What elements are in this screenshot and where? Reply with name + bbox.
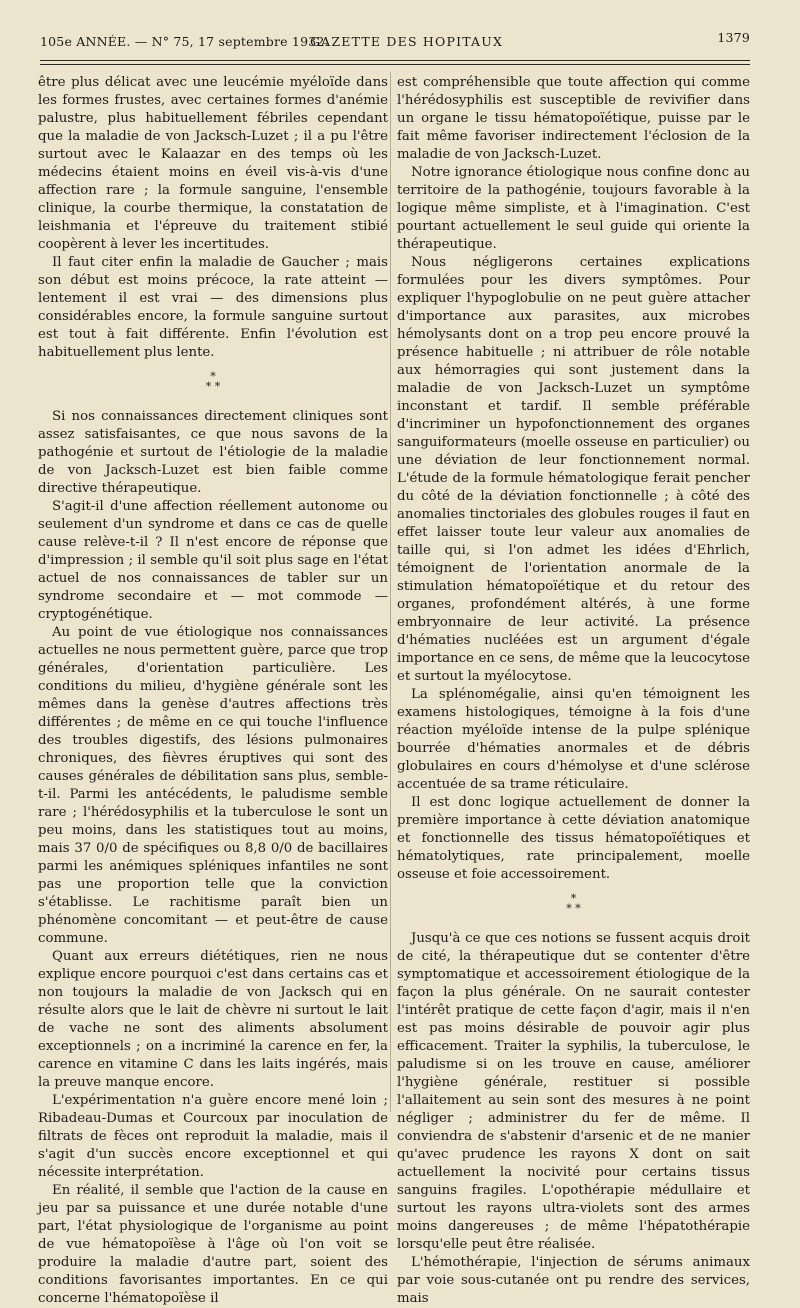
header-rule (40, 60, 750, 61)
paragraph: Au point de vue étiologique nos connaissances actuelles ne nous permettent guère, parce que trop générales, d'orientation particulière. Les conditions du milieu, d'hygiène générale sont les mêmes dans la genèse d'autres affections très différentes ; de même en ce qui touche l'influence des troubles digestifs, des lésions pulmonaires chroniques, des fièvres éruptives qui sont des causes générales de débilitation sans plus, semble-t-il. Parmi les antécédents, le paludisme semble rare ; l'hérédosyphilis et la tuberculose le sont un peu moins, dans les statistiques tout au moins, mais 37 0/0 de spécifiques ou 8,8 0/0 de bacillaires parmi les anémiques spléniques infantiles ne sont pas une proportion telle que la conviction s'établisse. Le rachitisme paraît bien un phénomène concomitant — et peut-être de cause commune. (38, 625, 388, 946)
asterism-bottom: * * (205, 380, 221, 393)
paragraph: être plus délicat avec une leucémie myéloïde dans les formes frustes, avec certaines formes d'anémie palustre, plus habituellement fébriles cependant que la maladie de von Jacksch-Luzet ; il a pu l'être surtout avec le Kalaazar en des temps où les médecins étaient moins en éveil vis-à-vis d'une affection rare ; la formule sanguine, l'ensemble clinique, la courbe thermique, la constatation de leishmania et l'épreuve du traitement stibié coopèrent à lever les incertitudes. (38, 75, 388, 252)
asterism-bottom: * * (566, 902, 581, 915)
left-column (38, 74, 388, 1308)
page-header (40, 30, 750, 54)
paragraph: L'hémothérapie, l'injection de sérums animaux par voie sous-cutanée ont pu rendre des services, mais (397, 1255, 750, 1306)
page-number: 1379 (717, 30, 750, 45)
paragraph: Jusqu'à ce que ces notions se fussent acquis droit de cité, la thérapeutique dut se contenter d'être symptomatique et accessoirement étiologique de la façon la plus générale. On ne saurait contester l'intérêt pratique de cette façon d'agir, mais il n'en est pas moins désirable de pouvoir agir plus efficacement. Traiter la syphilis, la tuberculose, le paludisme si on les trouve en cause, améliorer l'hygiène générale, restituer si possible l'allaitement au sein sont des mesures à ne point négliger ; administrer du fer de même. Il conviendra de s'abstenir d'arsenic et de ne manier qu'avec prudence les rayons X dont on sait actuellement la nocivité pour certains tissus sanguins fragiles. L'opothérapie médullaire et surtout les rayons ultra-violets sont des armes moins dangereuses ; de même l'hépatothérapie lorsqu'elle peut être réalisée. (397, 931, 750, 1252)
paragraph: L'expérimentation n'a guère encore mené loin ; Ribadeau-Dumas et Courcoux par inoculation de filtrats de fèces ont reproduit la maladie, mais il s'agit d'un succès encore exceptionnel et qui nécessite interprétation. (38, 1093, 388, 1180)
asterism-top: * (570, 892, 577, 905)
paragraph: est compréhensible que toute affection qui comme l'hérédosyphilis est susceptible de revivifier dans un organe le tissu hématopoïétique, puisse par le fait même favoriser indirectement l'éclosion de la maladie de von Jacksch-Luzet. (397, 75, 750, 162)
paragraph: Nous négligerons certaines explications formulées pour les divers symptômes. Pour expliquer l'hypoglobulie on ne peut guère attacher d'importance aux parasites, aux microbes hémolysants dont on a trop peu encore prouvé la présence habituelle ; ni attribuer de rôle notable aux hémorragies qui sont justement dans la maladie de von Jacksch-Luzet un symptôme inconstant et tardif. Il semble préférable d'incriminer un hypofonctionnement des organes sanguiformateurs (moelle osseuse en particulier) ou une déviation de leur fonctionnement normal. L'étude de la formule hématologique ferait pencher du côté de la déviation fonctionnelle ; à côté des anomalies tinctoriales des globules rouges il faut en effet laisser toute leur valeur aux anomalies de taille qui, si l'on admet les idées d'Ehrlich, témoignent de l'orientation anormale de la stimulation hématopoïétique et du retour des organes, profondément altérés, à une forme embryonnaire de leur activité. La présence d'hématies nucléées est un argument d'égale importance en ce sens, de même que la leucocytose et surtout la myélocytose. (397, 255, 750, 684)
header-rule-thin (40, 64, 750, 65)
paragraph: Quant aux erreurs diététiques, rien ne nous explique encore pourquoi c'est dans certains cas et non toujours la maladie de von Jacksch qui en résulte alors que le lait de chèvre ni surtout le lait de vache ne sont des aliments absolument exceptionnels ; on a incriminé la carence en fer, la carence en vitamine C dans les laits ingérés, mais la preuve manque encore. (38, 949, 388, 1090)
paragraph: Il faut citer enfin la maladie de Gaucher ; mais son début est moins précoce, la rate atteint — lentement il est vrai — des dimensions plus considérables encore, la formule sanguine surtout est tout à fait différente. Enfin l'évolution est habituellement plus lente. (38, 255, 388, 360)
right-column (397, 74, 750, 1308)
asterism-top: * (210, 370, 216, 383)
paragraph: La splénomégalie, ainsi qu'en témoignent les examens histologiques, témoigne à la fois d'une réaction myéloïde intense de la pulpe splénique bourrée d'hématies anormales et de débris globulaires en cours d'hémolyse et d'une sclérose accentuée de sa trame réticulaire. (397, 687, 750, 792)
issue-info: 105e ANNÉE. — N° 75, 17 septembre 1932. (40, 34, 329, 49)
section-separator-asterism (397, 894, 750, 914)
section-separator-asterism (38, 372, 388, 392)
column-divider (390, 72, 391, 1112)
paragraph: S'agit-il d'une affection réellement autonome ou seulement d'un syndrome et dans ce cas de quelle cause relève-t-il ? Il n'est encore de réponse que d'impression ; il semble qu'il soit plus sage en l'état actuel de nos connaissances de tabler sur un syndrome secondaire et — mot commode — cryptogénétique. (38, 499, 388, 622)
paragraph: Il est donc logique actuellement de donner la première importance à cette déviation anatomique et fonctionnelle des tissus hématopoïétiques et hématolytiques, rate principalement, moelle osseuse et foie accessoirement. (397, 795, 750, 882)
paragraph: Si nos connaissances directement cliniques sont assez satisfaisantes, ce que nous savons de la pathogénie et surtout de l'étiologie de la maladie de von Jacksch-Luzet est bien faible comme directive thérapeutique. (38, 409, 388, 496)
paragraph: En réalité, il semble que l'action de la cause en jeu par sa puissance et une durée notable d'une part, l'état physiologique de l'organisme au point de vue hématopoïèse à l'âge où l'on voit se produire la maladie d'autre part, soient des conditions favorisantes importantes. En ce qui concerne l'hématopoïèse il (38, 1183, 388, 1306)
publication-title: GAZETTE DES HOPITAUX (310, 34, 504, 49)
paragraph: Notre ignorance étiologique nous confine donc au territoire de la pathogénie, toujours favorable à la logique même simpliste, et à l'imagination. C'est pourtant actuellement le seul guide qui oriente la thérapeutique. (397, 165, 750, 252)
